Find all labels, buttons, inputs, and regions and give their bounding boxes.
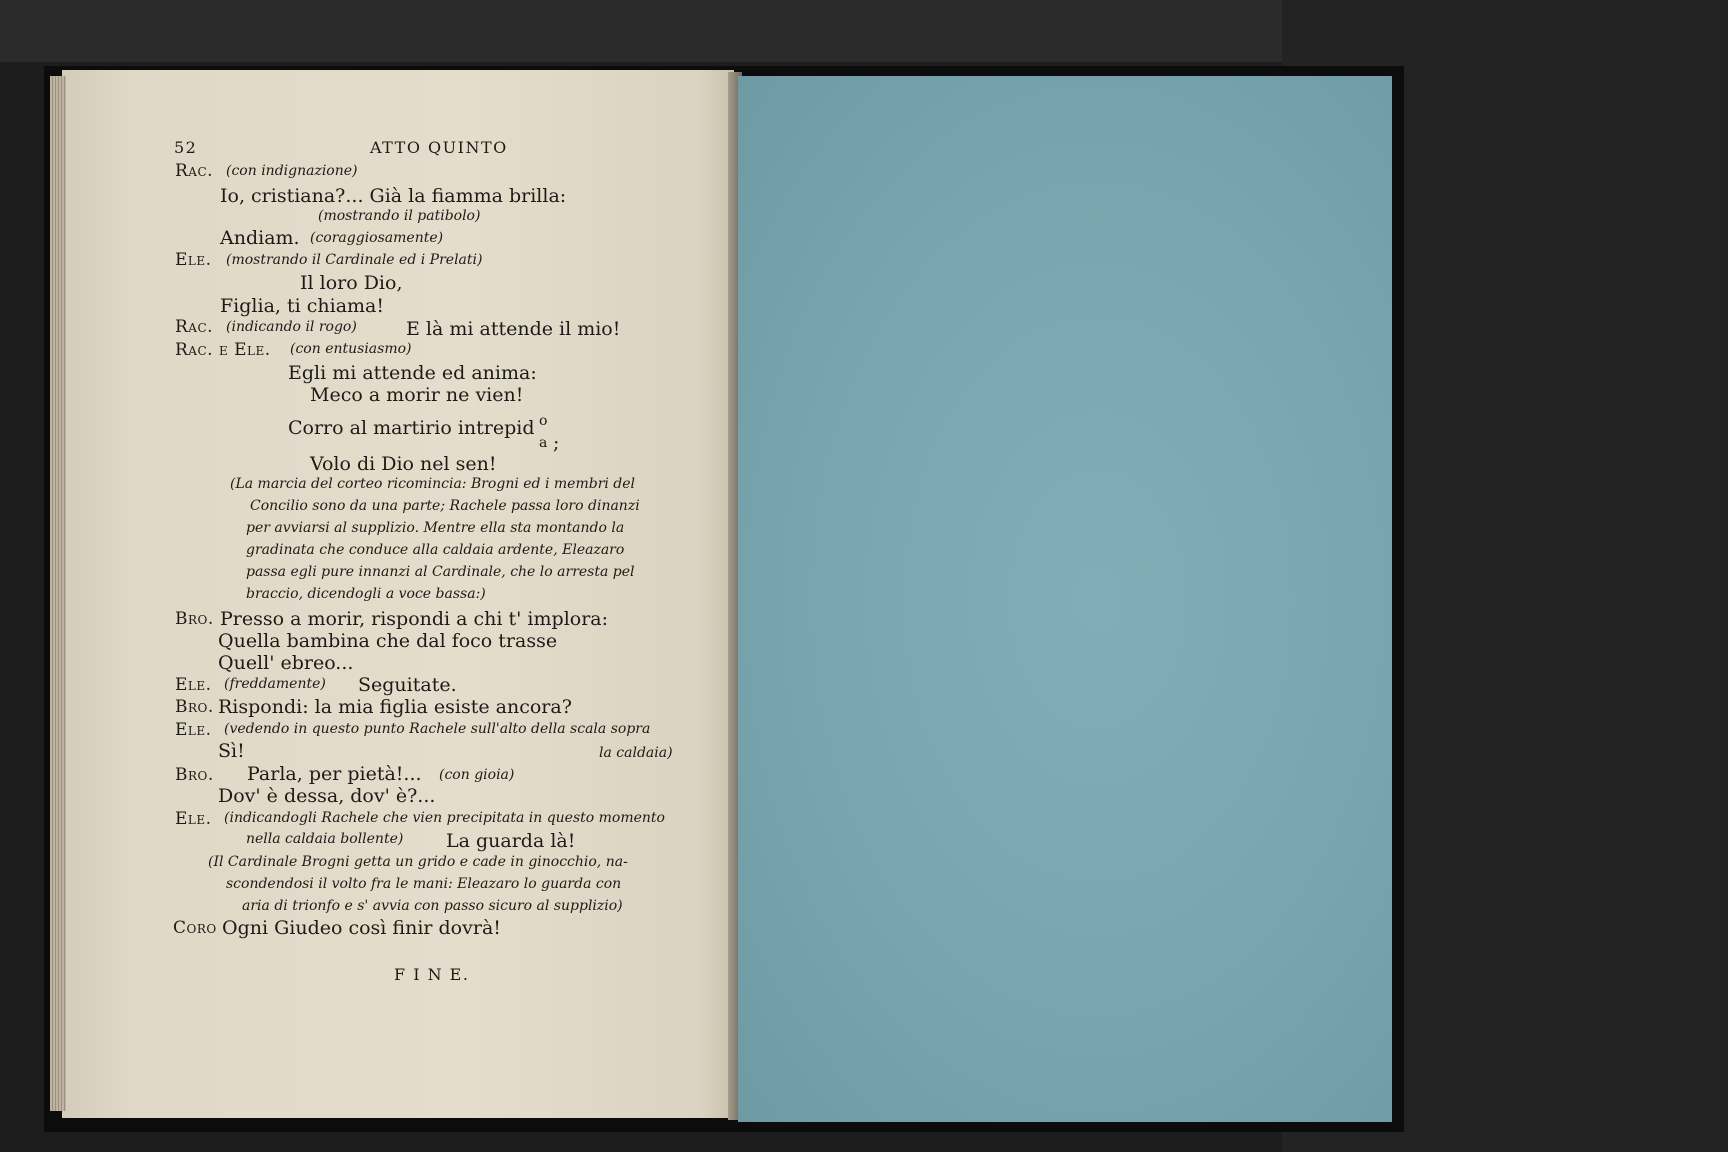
stage-direction: (indicandogli Rachele che vien precipitata in questo momento (224, 810, 665, 826)
speaker: Bro. (175, 609, 214, 629)
stage-direction: (con indignazione) (226, 163, 358, 179)
back-cover (738, 76, 1392, 1122)
stage-direction: (con gioia) (439, 767, 515, 783)
stage-direction: aria di trionfo e s' avvia con passo sicuro al supplizio) (242, 898, 623, 914)
stage-direction: (mostrando il Cardinale ed i Prelati) (226, 252, 483, 268)
stage-direction: (Il Cardinale Brogni getta un grido e cade in ginocchio, na- (208, 854, 628, 870)
verse-line: Io, cristiana?... Già la fiamma brilla: (220, 185, 567, 207)
speaker: Bro. (175, 697, 214, 717)
backdrop-top (0, 0, 1282, 62)
stage-direction: (freddamente) (224, 676, 326, 692)
stage-direction: per avviarsi al supplizio. Mentre ella sta montando la (246, 520, 625, 536)
page-edges (50, 76, 66, 1111)
verse-line: E là mi attende il mio! (406, 318, 621, 340)
stage-direction: (vedendo in questo punto Rachele sull'alto della scala sopra (224, 721, 651, 737)
verse-line: Meco a morir ne vien! (310, 384, 524, 406)
verse-line: Parla, per pietà!... (247, 763, 422, 785)
end-mark: F I N E. (394, 965, 470, 984)
stage-direction: Concilio sono da una parte; Rachele passa loro dinanzi (250, 498, 640, 514)
verse-line: Ogni Giudeo così finir dovrà! (222, 917, 501, 939)
stage-direction: passa egli pure innanzi al Cardinale, che lo arresta pel (246, 564, 635, 580)
page-number: 52 (174, 138, 198, 157)
stage-direction: la caldaia) (599, 745, 673, 761)
page-header: ATTO QUINTO (370, 138, 508, 157)
stage-direction: scondendosi il volto fra le mani: Eleazaro lo guarda con (226, 876, 622, 892)
speaker: Ele. (175, 720, 212, 740)
stage-direction: (La marcia del corteo ricomincia: Brogni ed i membri del (230, 476, 636, 492)
verse-line: Rispondi: la mia figlia esiste ancora? (218, 696, 572, 718)
speaker: Rac. e Ele. (175, 340, 271, 360)
speaker: Coro (173, 918, 217, 938)
verse-line: Sì! (218, 740, 245, 762)
speaker: Rac. (175, 161, 214, 181)
verse-subscript: a (539, 435, 548, 451)
verse-line: Il loro Dio, (300, 272, 403, 294)
stage-direction: (con entusiasmo) (290, 341, 412, 357)
verse-superscript: o (539, 413, 548, 429)
verse-line: Andiam. (220, 227, 300, 249)
stage-direction: (mostrando il patibolo) (318, 208, 481, 224)
stage-direction: nella caldaia bollente) (246, 831, 404, 847)
speaker: Ele. (175, 675, 212, 695)
verse-line: Dov' è dessa, dov' è?... (218, 785, 436, 807)
verse-line: Presso a morir, rispondi a chi t' implora: (220, 608, 609, 630)
stage-direction: (coraggiosamente) (310, 230, 444, 246)
speaker: Rac. (175, 317, 214, 337)
speaker: Bro. (175, 765, 214, 785)
verse-punctuation: ; (553, 432, 560, 454)
verse-line: Quella bambina che dal foco trasse (218, 630, 558, 652)
speaker: Ele. (175, 809, 212, 829)
verse-line: Corro al martirio intrepid (288, 417, 535, 439)
verse-line: La guarda là! (446, 830, 576, 852)
stage-direction: (indicando il rogo) (226, 319, 357, 335)
verse-line: Figlia, ti chiama! (220, 295, 384, 317)
speaker: Ele. (175, 250, 212, 270)
verse-line: Quell' ebreo... (218, 652, 354, 674)
verse-line: Seguitate. (358, 674, 457, 696)
stage-direction: gradinata che conduce alla caldaia ardente, Eleazaro (246, 542, 625, 558)
verse-line: Volo di Dio nel sen! (310, 453, 497, 475)
stage-direction: braccio, dicendogli a voce bassa:) (246, 586, 486, 602)
verse-line: Egli mi attende ed anima: (288, 362, 537, 384)
